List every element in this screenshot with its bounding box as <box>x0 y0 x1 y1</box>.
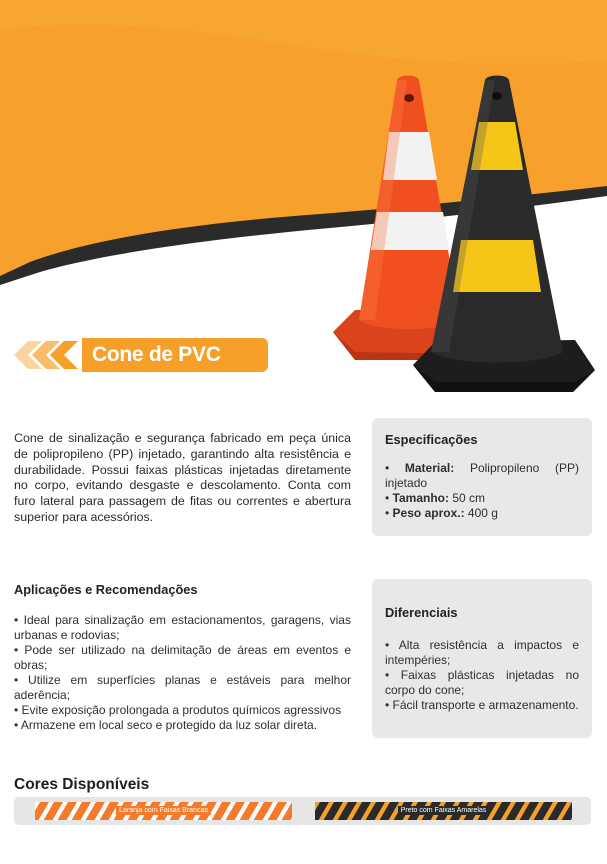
list-item: • Faixas plásticas injetadas no corpo do cone; <box>385 668 579 697</box>
spec-item: • Tamanho: 50 cm <box>385 491 486 505</box>
differentials-card <box>372 579 592 738</box>
list-item: • Evite exposição prolongada a produtos químicos agressivos <box>14 703 342 717</box>
spec-label: Material: <box>404 461 455 475</box>
list-item: • Ideal para sinalização em estacionamentos, garagens, vias urbanas e rodovias; <box>14 613 351 642</box>
product-description: Cone de sinalização e segurança fabricado em peça única de polipropileno (PP) injetado, garantindo alta resistência e durabilidade. Possui faixas plásticas injetadas diretamente no corpo, evitando desgaste e descolamento. Conta com furo lateral para passagem de fitas ou correntes e abertura superior para acessórios. <box>14 431 351 524</box>
chevrons-icon <box>14 338 84 372</box>
list-item: • Armazene em local seco e protegido da luz solar direta. <box>14 718 318 732</box>
spec-item: • Peso aprox.: 400 g <box>385 506 498 520</box>
list-item: • Pode ser utilizado na delimitação de áreas em eventos e obras; <box>14 643 351 672</box>
list-item: • Utilize em superfícies planas e estáveis para melhor aderência; <box>14 673 351 702</box>
spec-item: • Material: Polipropileno (PP) injetado <box>385 461 579 490</box>
spec-label: Tamanho: <box>392 491 449 505</box>
specifications-title: Especificações <box>385 432 478 447</box>
spec-value: 50 cm <box>452 491 486 505</box>
list-item: • Fácil transporte e armazenamento. <box>385 698 579 712</box>
spec-value: Polipropileno (PP) injetado <box>385 461 579 490</box>
product-image-cones <box>325 70 607 410</box>
applications-list <box>14 613 351 733</box>
color-option-black <box>315 802 572 820</box>
list-item: • Alta resistência a impactos e intempéries; <box>385 638 579 667</box>
spec-label: Peso aprox.: <box>392 506 465 520</box>
specifications-card <box>372 418 592 536</box>
differentials-title: Diferenciais <box>385 605 458 620</box>
applications-title: Aplicações e Recomendações <box>14 582 198 597</box>
color-option-orange <box>35 802 292 820</box>
spec-value: 400 g <box>467 506 498 520</box>
product-title: Cone de PVC <box>82 338 268 372</box>
color-option-label: Preto com Faixas Amarelas <box>398 806 490 815</box>
color-option-label: Laranja com Faixas Brancas <box>116 806 211 815</box>
colors-bar <box>14 797 591 825</box>
colors-title: Cores Disponíveis <box>14 776 150 793</box>
